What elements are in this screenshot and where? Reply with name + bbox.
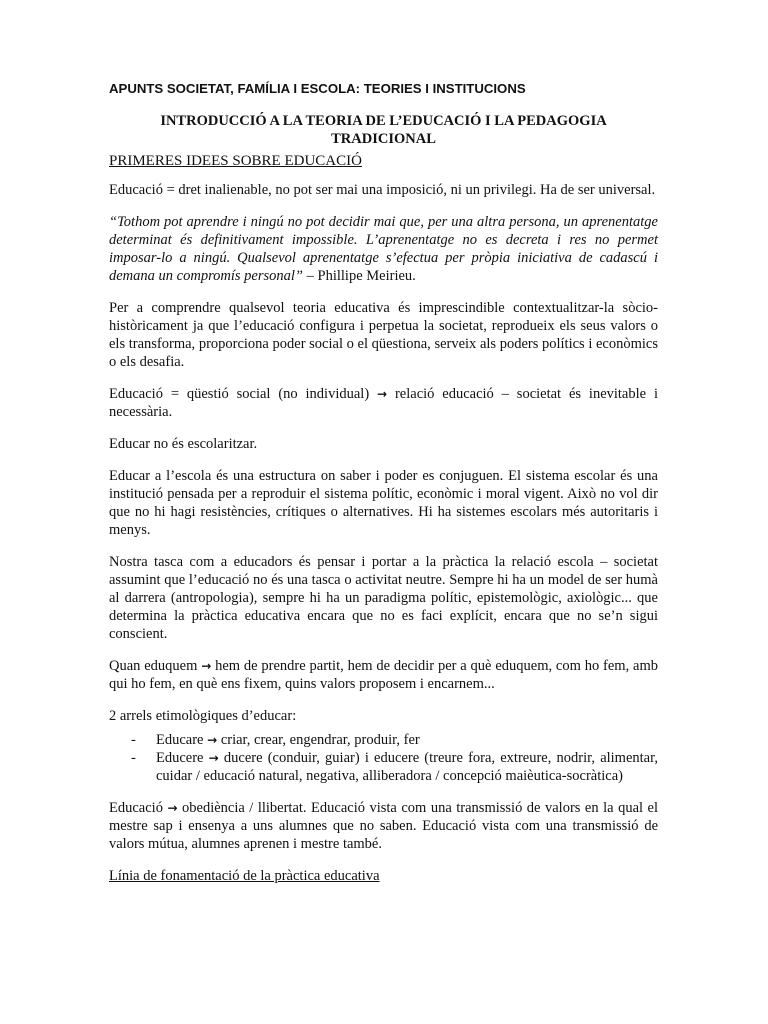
text-fragment: hem de prendre partit, hem de decidir per a què eduquem, com ho fem, amb qui ho fem, en què ens fixem, quins valors proposem i encarnem... (109, 658, 658, 692)
text-fragment: Educere (156, 750, 209, 766)
document-page (109, 80, 658, 885)
paragraph-dret: Educació = dret inalienable, no pot ser mai una imposició, ni un privilegi. Ha de ser universal. (109, 182, 656, 198)
arrow-icon: → (377, 387, 388, 401)
text-fragment: Educació (109, 800, 168, 816)
quote-author: – Phillipe Meirieu. (303, 268, 416, 284)
text-fragment: Educació = qüestió social (no individual) (109, 386, 378, 402)
section-heading-primeres-idees: PRIMERES IDEES SOBRE EDUCACIÓ (109, 153, 362, 169)
paragraph-teoria-educativa: Per a comprendre qualsevol teoria educativa és imprescindible contextualitzar-la sòcio-històricament ja que l’educació configura i perpetua la societat, reprodueix els seus valors o els transforma, proporciona poder social o el qüestiona, serveix als poders polítics i econòmics o els desafia. (109, 300, 658, 370)
etymology-list (109, 731, 658, 785)
paragraph-tasca-educadors: Nostra tasca com a educadors és pensar i portar a la pràctica la relació escola – societat assumint que l’educació no és una tasca o activitat neutre. Sempre hi ha un model de ser humà al darrera (antropologia), sempre hi ha un paradigma polític, epistemològic, axiològic... que determina la pràctica educativa encara que no es faci explícit, encara que no se’n sigui conscient. (109, 554, 658, 642)
list-bullet: - (131, 750, 136, 766)
quote-meirieu (109, 213, 658, 285)
text-fragment: criar, crear, engendrar, produir, fer (217, 732, 420, 748)
list-item (109, 731, 658, 749)
text-fragment: Educare (156, 732, 208, 748)
paragraph-escolaritzar: Educar no és escolaritzar. (109, 436, 258, 452)
text-fragment: obediència / llibertat. Educació vista com una transmissió de valors en la qual el mestre sap i ensenya a uns alumnes que no saben. Educació vista com una transmissió de valors mútua, alumnes aprenen i mestre també. (109, 800, 658, 852)
text-fragment: ducere (conduir, guiar) i educere (treure fora, extreure, nodrir, alimentar, cuidar / educació natural, negativa, alliberadora / concepció maièutica-socràtica) (156, 750, 658, 784)
section-heading-linia: Línia de fonamentació de la pràctica educativa (109, 868, 380, 884)
text-fragment: Quan eduquem (109, 658, 202, 674)
document-title: INTRODUCCIÓ A LA TEORIA DE L’EDUCACIÓ I LA PEDAGOGIA TRADICIONAL (160, 113, 607, 147)
arrow-icon: → (207, 733, 218, 747)
arrow-icon: → (201, 659, 212, 673)
text-fragment: relació educació – societat és inevitable i necessària. (109, 386, 658, 420)
paragraph-escola: Educar a l’escola és una estructura on saber i poder es conjuguen. El sistema escolar és una institució pensada per a reproduir el sistema polític, econòmic i moral vigent. Això no vol dir que no hi hagi resistències, crítiques o alternatives. Hi ha sistemes escolars més autoritaris i menys. (109, 468, 658, 538)
paragraph-obediencia (109, 799, 658, 853)
document-header: APUNTS SOCIETAT, FAMÍLIA I ESCOLA: TEORIES I INSTITUCIONS (109, 81, 526, 96)
arrow-icon: → (167, 801, 178, 815)
paragraph-quan-eduquem (109, 657, 658, 693)
arrow-icon: → (208, 751, 219, 765)
quote-text: “Tothom pot aprendre i ningú no pot decidir mai que, per una altra persona, un aprenentatge determinat és definitivament impossible. L’aprenentatge no es decreta i res no permet imposar-lo a ningú. Qualsevol aprenentatge s’efectua per pròpia iniciativa de cadascú i demana un compromís personal” (109, 214, 658, 284)
list-item (109, 749, 658, 785)
paragraph-arrels: 2 arrels etimològiques d’educar: (109, 708, 297, 724)
paragraph-questio-social (109, 385, 658, 421)
list-bullet: - (131, 732, 136, 748)
